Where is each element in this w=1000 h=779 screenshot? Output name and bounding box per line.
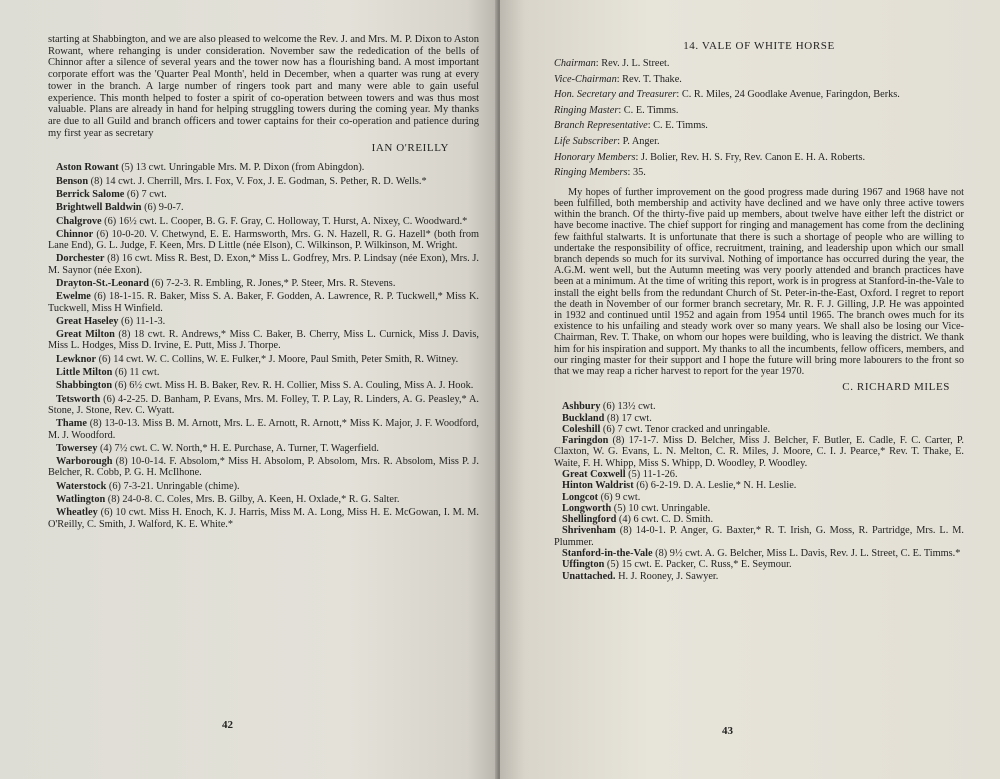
tower-entry: [554, 571, 964, 582]
tower-entry: [48, 443, 479, 454]
tower-name: Buckland: [562, 412, 605, 424]
tower-entry: [554, 469, 964, 480]
officer-entry: [554, 136, 964, 148]
tower-name: Stanford-in-the-Vale: [562, 548, 653, 560]
tower-entry: [48, 394, 479, 417]
tower-details: (6) 18-1-15. R. Baker, Miss S. A. Baker, F. Godden, A. Lawrence, R. P. Tuckwell,* Miss K. Tuckwell, Miss H Winfield.: [48, 291, 479, 314]
tower-details: (4) 7½ cwt. C. W. North,* H. E. Purchase, A. Turner, T. Wagerfield.: [97, 442, 379, 454]
tower-details: (6) 7 cwt.: [124, 188, 167, 200]
tower-details: (6) 9-0-7.: [141, 202, 184, 214]
tower-entry: [48, 456, 479, 479]
tower-entry: [554, 492, 964, 503]
tower-name: Watlington: [56, 494, 106, 506]
branch-report: [554, 187, 964, 377]
tower-details: (5) 13 cwt. Unringable Mrs. M. P. Dixon (from Abingdon).: [118, 162, 365, 174]
officer-separator: :: [595, 58, 602, 69]
tower-name: Great Haseley: [56, 315, 119, 327]
officer-role: Ringing Master: [554, 104, 619, 116]
tower-details: (8) 14-0-1. P. Anger, G. Baxter,* R. T. Irish, G. Moss, R. Partridge, Mrs. L. M. Plummer.: [554, 525, 964, 548]
tower-entry: [554, 413, 964, 424]
page-number: 43: [722, 725, 733, 737]
officer-role: Branch Representative: [554, 120, 648, 132]
tower-details: (8) 16 cwt. Miss R. Best, D. Exon,* Miss L. Godfrey, Mrs. P. Lindsay (née Exon), Mrs. J. M. Saynor (née Exon).: [48, 253, 479, 276]
tower-details: (8) 24-0-8. C. Coles, Mrs. B. Gilby, A. Keen, H. Oxlade,* R. G. Salter.: [105, 494, 400, 506]
tower-entry: [48, 253, 479, 276]
officer-entry: [554, 105, 964, 117]
tower-name: Faringdon: [562, 435, 609, 447]
tower-name: Shabbington: [56, 380, 113, 392]
branch-heading: 14. VALE OF WHITE HORSE: [683, 40, 835, 52]
tower-details: (6) 4-2-25. D. Banham, P. Evans, Mrs. M. Folley, T. P. Lay, R. Linders, A. G. Peasley,* A. Stone, J. Stone, Rev. C. Wyatt.: [48, 393, 479, 416]
tower-entry: [48, 316, 479, 327]
tower-name: Thame: [56, 418, 87, 430]
tower-details: (6) 10 cwt. Miss H. Enoch, K. J. Harris, Miss M. A. Long, Miss H. E. McGowan, I. M. M. O'Reilly, C. Smith, J. Walford, K. E. White.*: [48, 507, 479, 530]
tower-name: Longcot: [562, 491, 599, 503]
officer-separator: :: [647, 120, 654, 132]
tower-name: Ashbury: [562, 401, 601, 413]
tower-details: (6) 13½ cwt.: [600, 401, 656, 413]
tower-name: Warborough: [56, 456, 113, 468]
tower-name: Berrick Salome: [56, 188, 125, 200]
officer-value: P. Anger.: [622, 135, 660, 147]
officer-separator: :: [627, 167, 633, 179]
tower-name: Waterstock: [56, 480, 107, 492]
officer-value: C. E. Timms.: [653, 120, 708, 132]
tower-name: Great Coxwell: [562, 468, 626, 480]
officer-separator: :: [618, 104, 624, 116]
officer-separator: :: [617, 135, 623, 147]
officer-separator: :: [676, 89, 682, 101]
page-number: 42: [222, 719, 233, 731]
officer-entry: [554, 89, 964, 101]
right-page: [500, 0, 1000, 779]
tower-entry: [48, 481, 479, 492]
tower-name: Brightwell Baldwin: [56, 202, 142, 214]
tower-name: Unattached.: [562, 570, 616, 582]
tower-entry: [48, 229, 479, 252]
tower-entry: [48, 216, 479, 227]
tower-entry: [48, 162, 479, 173]
tower-details: (6) 7-3-21. Unringable (chime).: [106, 480, 240, 492]
tower-entry: [48, 354, 479, 365]
tower-name: Wheatley: [56, 507, 98, 519]
tower-details: (6) 11 cwt.: [112, 367, 160, 379]
tower-entry: [48, 278, 479, 289]
tower-entry: [48, 202, 479, 213]
tower-entry: [554, 435, 964, 469]
tower-entry: [48, 418, 479, 441]
tower-name: Coleshill: [562, 423, 601, 435]
tower-details: (8) 13-0-13. Miss B. M. Arnott, Mrs. L. E. Arnott, R. Arnott,* Miss K. Major, J. F. Woodford, M. J. Woodford.: [48, 418, 479, 441]
report-paragraph: My hopes of further improvement on the good progress made during 1967 and 1968 have not been fulfilled, both membership and activity have declined and we have only three active towers within the branch. Of the thirty-five paid up members, about twelve have either left the district or have become inactive. The chief support for ringing and management has come from the declining few faithful stalwarts. It is unfortunate that there is such a shortage of people who are willing to undertake the responsibility of office, recruitment, training, and leadership upon which our small branch depends so much for its survival. Nothing of importance has occurred during the year, the A.G.M. went well, but the Autumn meeting was very poorly attended and branch practices have been at a minimum. At the time of writing this report, work is in progress at Stanford-in-the-Vale to install the eight bells from the redundant Church of St. Peter-in-the-East, Oxford. I regret to report the death in November of our former branch secretary, Mr. R. F. J. Gilling, J.P. He was appointed in 1932 and continued until 1952 and again from 1954 until 1965. The branch owes much for its existence to his unfailing and steady work over so many years. We shall also be losing our Vice-Chairman, Rev. T. Thake, on whom our hopes were building, who is leaving the district. We thank him for his inspiration and support. My thanks to all the incumbents, fellow officers, members, and our ringing master for their support and I hope the future will bring more labourers to the front so that we may reap a richer harvest to report for the year 1970.: [554, 186, 964, 377]
officer-entry: [554, 120, 964, 132]
officer-role: Honorary Members: [554, 151, 636, 163]
officer-role: Ringing Members: [554, 167, 628, 179]
tower-name: Great Milton: [56, 329, 115, 341]
tower-name: Shrivenham: [562, 525, 616, 537]
tower-details: (6) 6-2-19. D. A. Leslie,* N. H. Leslie.: [633, 480, 797, 492]
tower-details: H. J. Rooney, J. Sawyer.: [615, 570, 719, 582]
secretary-report-continuation: [48, 34, 479, 139]
left-page: [0, 0, 497, 779]
tower-details: (5) 15 cwt. E. Packer, C. Russ,* E. Seymour.: [604, 559, 792, 571]
tower-details: (5) 10 cwt. Unringable.: [611, 502, 711, 514]
report-signature: IAN O'REILLY: [371, 142, 449, 155]
tower-details: (6) 16½ cwt. L. Cooper, B. G. F. Gray, C. Holloway, T. Hurst, A. Nixey, C. Woodward.*: [101, 215, 468, 227]
tower-name: Benson: [56, 175, 89, 187]
tower-entry: [48, 291, 479, 314]
tower-details: (5) 11-1-26.: [625, 468, 678, 480]
officer-value: C. R. Miles, 24 Goodlake Avenue, Faringdon, Berks.: [681, 89, 900, 101]
officer-entry: [554, 74, 964, 86]
officer-role: Chairman: [554, 58, 596, 69]
tower-details: (8) 10-0-14. F. Absolom,* Miss H. Absolom, P. Absolom, Mrs. R. Absolom, Miss P. J. Belcher, R. Cobb, P. G. H. McIlhone.: [48, 456, 479, 479]
officer-value: Rev. T. Thake.: [622, 73, 682, 85]
tower-details: (8) 9½ cwt. A. G. Belcher, Miss L. Davis, Rev. J. L. Street, C. E. Timms.*: [652, 548, 961, 560]
tower-entry: [554, 480, 964, 491]
tower-name: Chinnor: [56, 228, 94, 240]
tower-name: Towersey: [56, 442, 98, 454]
tower-details: (4) 6 cwt. C. D. Smith.: [616, 514, 714, 526]
tower-name: Tetsworth: [56, 393, 101, 405]
tower-details: (8) 17-1-7. Miss D. Belcher, Miss J. Belcher, F. Butler, E. Cadle, F. C. Carter, P. Claxton, W. G. Evans, L. N. Melton, C. R. Miles, J. Moore, C. I. J. Pearce,* Rev. T. Thake, E. Waite, F. H. Whipp, Miss S. Whipp, D. Woodley, P. Woodley.: [554, 435, 964, 469]
tower-name: Ewelme: [56, 291, 91, 303]
officer-value: Rev. J. L. Street.: [601, 58, 670, 69]
report-paragraph: starting at Shabbington, and we are also pleased to welcome the Rev. J. and Mrs. M. P. Dixon to Aston Rowant, where rehanging is under consideration. November saw the rededication of the bells of Chinnor after a silence of several years and the tower now has a flourishing band. A most important corporate effort was the 'Quarter Peal Month', held in December, when a quarter was rung at every tower in the branch. A large number of ringers took part and many were able to gain useful experience. This month helped to foster a spirit of co-operation between towers and was thus most valuable. Plans are already in hand for helping struggling towers during the coming year. My thanks are due to all Guild and branch officers and tower captains for their co-operation and patience during my first year as secretary: [48, 34, 479, 139]
tower-entry: [554, 525, 964, 548]
officer-separator: :: [616, 73, 623, 85]
tower-details: (6) 7-2-3. R. Embling, R. Jones,* P. Steer, Mrs. R. Stevens.: [148, 278, 396, 289]
tower-details: (8) 14 cwt. J. Cherrill, Mrs. I. Fox, V. Fox, J. E. Godman, S. Pether, R. D. Wells.*: [88, 175, 427, 187]
tower-entry: [48, 176, 479, 187]
officer-role: Life Subscriber: [554, 135, 618, 147]
tower-details: (6) 11-1-3.: [118, 315, 166, 327]
tower-name: Lewknor: [56, 353, 97, 365]
tower-name: Hinton Waldrist: [562, 480, 634, 492]
officer-entry: [554, 167, 964, 179]
tower-list: [48, 162, 479, 530]
tower-entry: [48, 189, 479, 200]
officer-list: [554, 58, 964, 179]
tower-name: Drayton-St.-Leonard: [56, 278, 149, 289]
tower-entry: [48, 507, 479, 530]
tower-name: Longworth: [562, 502, 612, 514]
officer-entry: [554, 58, 964, 70]
tower-details: (8) 17 cwt.: [604, 412, 652, 424]
report-signature: C. RICHARD MILES: [842, 381, 950, 394]
tower-entry: [554, 503, 964, 514]
tower-details: (6) 9 cwt.: [598, 491, 641, 503]
tower-name: Uffington: [562, 559, 605, 571]
tower-details: (6) 6½ cwt. Miss H. B. Baker, Rev. R. H. Collier, Miss S. A. Couling, Miss A. J. Hook.: [112, 380, 474, 392]
tower-details: (6) 10-0-20. V. Chetwynd, E. E. Harmsworth, Mrs. G. N. Hazell, R. G. Hazell* (both from Lane End), G. L. Judge, F. Keen, Mrs. D Little (née Elson), C. Wilkinson, P. Wilkinson, M. Wright.: [48, 228, 479, 252]
officer-role: Vice-Chairman: [554, 73, 617, 85]
tower-details: (8) 18 cwt. R. Andrews,* Miss C. Baker, B. Cherry, Miss L. Curnick, Miss J. Davis, Miss L. Hodges, Miss D. Irvine, E. Putt, Miss J. Thorpe.: [48, 329, 479, 352]
tower-entry: [554, 548, 964, 559]
tower-entry: [554, 559, 964, 570]
tower-name: Chalgrove: [56, 215, 102, 227]
officer-role: Hon. Secretary and Treasurer: [554, 89, 677, 101]
tower-entry: [554, 401, 964, 412]
officer-value: 35.: [632, 167, 646, 179]
officer-entry: [554, 152, 964, 164]
officer-value: C. E. Timms.: [623, 104, 679, 116]
tower-name: Shellingford: [562, 514, 617, 526]
officer-separator: :: [635, 151, 641, 163]
tower-entry: [48, 494, 479, 505]
tower-list: [554, 401, 964, 582]
tower-entry: [554, 424, 964, 435]
tower-entry: [48, 367, 479, 378]
tower-details: (6) 14 cwt. W. C. Collins, W. E. Fulker,* J. Moore, Paul Smith, Peter Smith, R. Witney.: [96, 353, 459, 365]
tower-name: Little Milton: [56, 367, 113, 379]
tower-entry: [48, 329, 479, 352]
tower-name: Dorchester: [56, 253, 105, 265]
tower-entry: [554, 514, 964, 525]
officer-value: J. Bolier, Rev. H. S. Fry, Rev. Canon E. H. A. Roberts.: [640, 151, 866, 163]
tower-details: (6) 7 cwt. Tenor cracked and unringable.: [600, 423, 771, 435]
tower-name: Aston Rowant: [56, 162, 119, 174]
tower-entry: [48, 380, 479, 391]
